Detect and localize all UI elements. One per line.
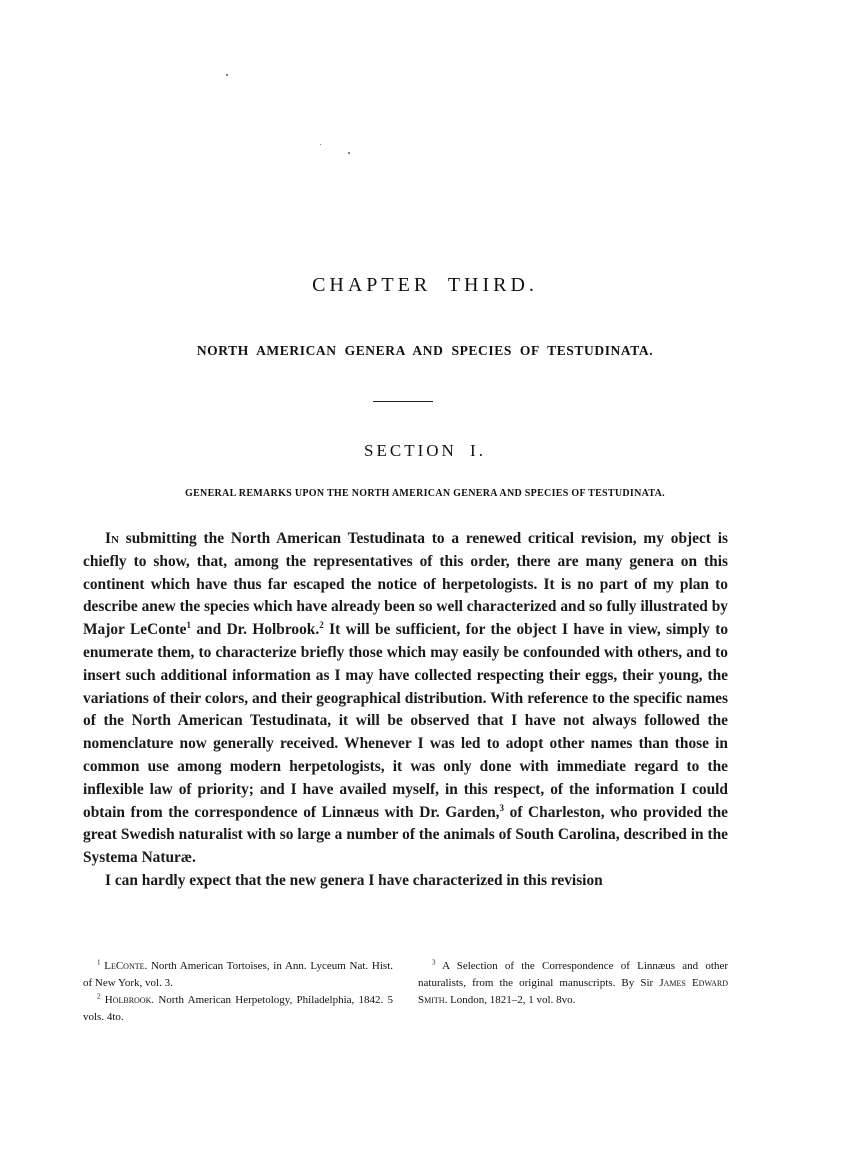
footnote-author: LeConte xyxy=(104,960,145,972)
footnote-mark: 3 xyxy=(432,958,436,967)
footnotes xyxy=(83,958,728,1026)
footnote-text: A Selection of the Correspondence of Linnæus and other naturalists, from the original manuscripts. By Sir xyxy=(418,960,728,989)
footnote-text: . North American Herpetology, Philadelphia, 1842. 5 vols. 4to. xyxy=(83,994,394,1023)
chapter-subtitle: NORTH AMERICAN GENERA AND SPECIES OF TESTUDINATA. xyxy=(196,343,654,358)
paragraph-text: of Charleston, who provided the great Swedish naturalist with so large a number of the animals of South Carolina, described in the Systema Naturæ. xyxy=(83,803,728,867)
footnote-1 xyxy=(83,958,393,992)
footnote-3 xyxy=(418,958,728,1009)
footnote-ref: 1 xyxy=(186,620,191,631)
section-subtitle: GENERAL REMARKS UPON THE NORTH AMERICAN GENERA AND SPECIES OF TESTUDINATA. xyxy=(185,488,665,499)
print-speck xyxy=(226,74,228,76)
chapter-title: CHAPTER THIRD. xyxy=(312,274,538,296)
paragraph xyxy=(83,528,728,870)
paragraph-text: It will be sufficient, for the object I have in view, simply to enumerate them, to characterize briefly those which may easily be confounded with others, and to insert such additional information as I may have collected respecting their eggs, their young, the variations of their colors, and their geographical distribution. With reference to the specific names of the North American Testudinata, it will be observed that I have not always followed the nomenclature now generally received. Whenever I was led to adopt other names than those in common use among modern herpetologists, it was only done with immediate regard to the inflexible law of priority; and I have availed myself, in this respect, of the information I could obtain from the correspondence of Linnæus with Dr. Garden, xyxy=(83,621,729,821)
footnote-column-left xyxy=(83,958,393,1026)
paragraph: I can hardly expect that the new genera I have characterized in this revision xyxy=(105,871,603,889)
footnote-text: . North American Tortoises, in Ann. Lyceum Nat. Hist. of New York, vol. 3. xyxy=(83,960,393,989)
footnote-ref: 2 xyxy=(319,620,324,631)
paragraph-text: submitting the North American Testudinata to a renewed critical revision, my object is chiefly to show, that, among the representatives of this order, there are many genera on this continent which have thus far escaped the notice of herpetologists. It is no part of my plan to describe anew the species which have already been so well characterized and so fully illustrated by Major LeConte xyxy=(83,530,728,639)
section-title: SECTION I. xyxy=(364,441,486,460)
footnote-author: Holbrook xyxy=(104,994,152,1006)
divider-rule xyxy=(373,401,433,402)
footnote-2 xyxy=(83,992,393,1026)
footnote-column-right xyxy=(418,958,728,1026)
footnote-mark: 2 xyxy=(97,992,101,1001)
drop-initial: In xyxy=(105,530,119,547)
print-speck xyxy=(320,144,321,145)
footnote-mark: 1 xyxy=(97,958,101,967)
paragraph-text: and Dr. Holbrook. xyxy=(190,621,320,639)
footnote-author: James Edward Smith xyxy=(418,977,728,1006)
footnote-ref: 3 xyxy=(499,802,505,813)
body-text xyxy=(83,528,728,893)
footnote-text: . London, 1821–2, 1 vol. 8vo. xyxy=(444,994,576,1006)
print-speck xyxy=(348,152,350,154)
